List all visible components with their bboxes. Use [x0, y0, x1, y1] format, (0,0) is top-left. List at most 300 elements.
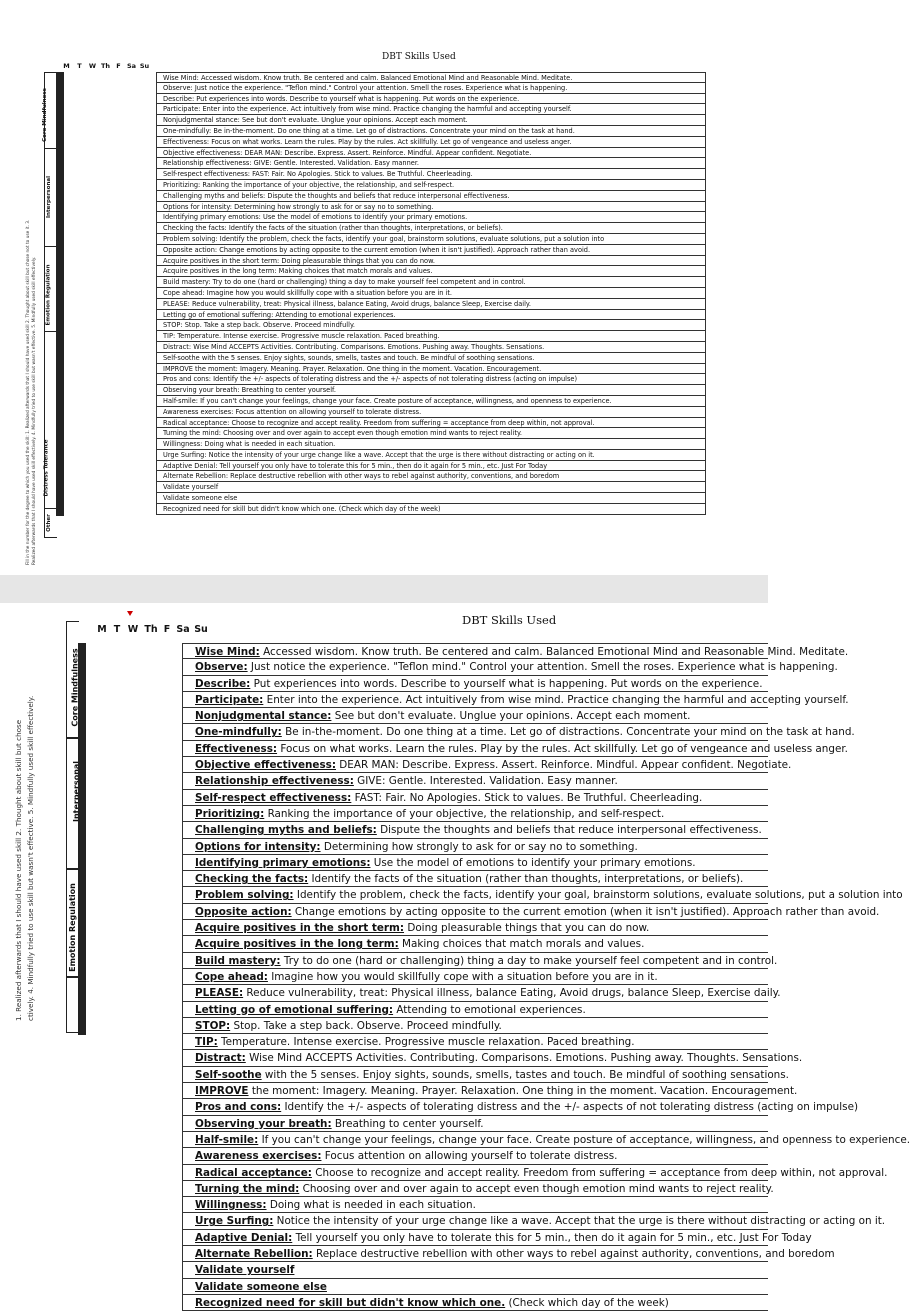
skill-description: Doing pleasurable things that you can do now.	[404, 922, 650, 935]
day-checkbox-cell[interactable]	[63, 483, 64, 494]
skill-name: Self-respect effectiveness:	[163, 170, 251, 179]
grid-row	[57, 148, 64, 159]
grid-row	[57, 256, 64, 267]
skill-name: Validate yourself	[163, 483, 219, 492]
day-checkbox-cell[interactable]	[63, 429, 64, 440]
skill-name: Observe:	[195, 661, 248, 674]
skill-description: Ranking the importance of your objective, the relationship, and self-respect.	[200, 180, 455, 189]
day-checkbox-cell[interactable]	[63, 396, 64, 407]
skill-row	[182, 1018, 768, 1034]
day-checkbox-cell[interactable]	[63, 180, 64, 191]
skill-row	[156, 428, 706, 439]
worksheet-page-bottom	[0, 603, 910, 1309]
skill-name: Identifying primary emotions:	[195, 856, 371, 869]
skill-description: Temperature. Intense exercise. Progressive muscle relaxation. Paced breathing.	[175, 332, 440, 341]
skill-row	[156, 310, 706, 321]
skill-name: Cope ahead:	[163, 288, 205, 297]
grid-row	[79, 660, 86, 676]
day-checkbox-cell[interactable]	[85, 1018, 86, 1034]
skill-row	[156, 223, 706, 234]
day-checkbox-cell[interactable]	[63, 245, 64, 256]
skill-description: Replace destructive rebellion with other ways to rebel against authority, conventions, and boredom	[228, 472, 560, 481]
day-checkbox-cell[interactable]	[85, 676, 86, 692]
skill-name: Relationship effectiveness:	[163, 159, 252, 168]
skill-row	[156, 418, 706, 429]
skill-name: Urge Surfing:	[195, 1215, 274, 1228]
instructions-line-1: 1. Realized afterwards that I should have used skill 2. Thought about skill but chose	[14, 719, 23, 1021]
grid-row	[57, 310, 64, 321]
skill-name: Checking the facts:	[163, 224, 227, 233]
skill-description: Be in-the-moment. Do one thing at a time. Let go of distractions. Concentrate your mind on the task at hand.	[281, 726, 855, 739]
skill-row	[156, 482, 706, 493]
skill-row	[156, 180, 706, 191]
skill-description: If you can't change your feelings, change your face. Create posture of acceptance, willingness, and openness to experience.	[197, 396, 612, 405]
day-checkbox-cell[interactable]	[85, 790, 86, 806]
skill-description: Imagine how you would skillfully cope with a situation before you are in it.	[204, 288, 453, 297]
day-checkbox-cell[interactable]	[63, 105, 64, 116]
skill-row	[182, 659, 838, 675]
day-checkbox-cell[interactable]	[63, 321, 64, 332]
skill-row	[156, 450, 706, 461]
grid-row	[57, 407, 64, 418]
day-checkbox-cell[interactable]	[85, 823, 86, 839]
day-label: Sa	[126, 62, 137, 70]
grid-row	[57, 299, 64, 310]
grid-row	[57, 375, 64, 386]
skill-name: Options for intensity:	[163, 202, 233, 211]
skill-row	[156, 504, 706, 515]
grid-row	[57, 288, 64, 299]
day-label: Th	[100, 62, 111, 70]
grid-row	[79, 806, 86, 822]
day-checkbox-cell[interactable]	[63, 224, 64, 235]
grid-row	[57, 440, 64, 451]
day-checkbox-cell[interactable]	[85, 953, 86, 969]
skill-row	[156, 256, 706, 267]
skill-name: Problem solving:	[163, 234, 218, 243]
skill-description: Choose to recognize and accept reality. Freedom from suffering = acceptance from deep within, not approval.	[311, 1166, 888, 1179]
skill-description: Doing pleasurable things that you can do now.	[279, 256, 435, 265]
grid-row	[57, 245, 64, 256]
skill-row	[156, 331, 706, 342]
skill-description: Dispute the thoughts and beliefs that reduce interpersonal effectiveness.	[265, 191, 510, 200]
day-label: W	[127, 624, 139, 635]
grid-row	[57, 137, 64, 148]
skill-row	[156, 288, 706, 299]
skill-name: Describe:	[163, 94, 195, 103]
skill-name: Turning the mind:	[163, 429, 222, 438]
instructions-line-2: Realized afterwards that I should have used skill effectively. 4. Mindfully tried to use skill but wasn't effective. 5. Mindfully used skill effectively.	[32, 256, 37, 565]
skill-row	[182, 1230, 812, 1246]
skill-name: IMPROVE	[163, 364, 193, 373]
skill-description: FAST: Fair. No Apologies. Stick to values. Be Truthful. Cheerleading.	[351, 791, 703, 804]
day-checkbox-cell[interactable]	[85, 986, 86, 1002]
skill-name: Alternate Rebellion:	[163, 472, 229, 481]
day-checkbox-cell[interactable]	[63, 191, 64, 202]
skill-name: Objective effectiveness:	[195, 759, 336, 772]
skill-row	[156, 277, 706, 288]
skill-row	[182, 1067, 789, 1083]
skill-name: Adaptive Denial:	[163, 461, 218, 470]
day-checkbox-cell[interactable]	[63, 137, 64, 148]
day-checkbox-cell[interactable]	[63, 73, 64, 84]
grid-row	[79, 855, 86, 871]
skill-name: Validate someone else	[163, 494, 238, 503]
skill-row	[156, 299, 706, 310]
skill-description: See but don't evaluate. Unglue your opinions. Accept each moment.	[239, 116, 468, 125]
skill-name: Pros and cons:	[195, 1101, 282, 1114]
skill-description: Determining how strongly to ask for or say no to something.	[320, 840, 638, 853]
skill-name: IMPROVE	[195, 1085, 249, 1098]
skill-name: Observe:	[163, 83, 193, 92]
skill-description: Breathing to center yourself.	[331, 1117, 484, 1130]
skill-row	[182, 1279, 768, 1295]
skill-row	[156, 212, 706, 223]
skill-description: Determining how strongly to ask for or say no to something.	[232, 202, 434, 211]
day-checkbox-cell[interactable]	[63, 407, 64, 418]
skill-description: Tell yourself you only have to tolerate this for 5 min., then do it again for 5 min., etc. Just For Today	[292, 1231, 812, 1244]
skill-name: Self-soothe	[163, 353, 200, 362]
day-checkbox-cell[interactable]	[63, 94, 64, 105]
day-label: W	[88, 62, 97, 70]
skill-row	[182, 1034, 768, 1050]
skill-row	[182, 790, 768, 806]
skill-name: Effectiveness:	[195, 742, 278, 755]
day-label: Th	[144, 624, 158, 635]
day-checkbox-cell[interactable]	[85, 725, 86, 741]
skill-name: Wise Mind:	[163, 74, 199, 82]
day-checkbox-cell[interactable]	[63, 170, 64, 181]
day-checkbox-cell[interactable]	[63, 353, 64, 364]
grid-row	[79, 1018, 86, 1034]
skill-row	[182, 920, 768, 936]
skill-row	[156, 148, 706, 159]
skill-name: Self-respect effectiveness:	[195, 791, 352, 804]
skill-name: TIP:	[163, 332, 176, 341]
skill-name: TIP:	[195, 1036, 218, 1049]
skill-row	[182, 1148, 768, 1164]
skill-description: Identify the problem, check the facts, identify your goal, brainstorm solutions, evaluate solutions, put a solution into	[217, 234, 605, 243]
day-checkbox-cell[interactable]	[85, 921, 86, 937]
skill-description: Identify the facts of the situation (rather than thoughts, interpretations, or beliefs).	[226, 224, 503, 233]
skill-row	[182, 1262, 768, 1278]
skill-description: Identify the +/- aspects of tolerating distress and the +/- aspects of not tolerating distress (acting on impulse)	[211, 375, 578, 384]
day-checkbox-cell[interactable]	[85, 1002, 86, 1018]
skill-description: Attending to emotional experiences.	[393, 1003, 586, 1016]
skill-description: Just notice the experience. "Teflon mind." Control your attention. Smell the roses. Experience what is happening.	[192, 83, 568, 92]
skill-name: Opposite action:	[195, 905, 292, 918]
skill-description: Breathing to center yourself.	[239, 386, 336, 395]
skill-row	[182, 676, 768, 692]
grid-row	[57, 483, 64, 494]
day-checkbox-cell[interactable]	[85, 855, 86, 871]
day-checkbox-cell[interactable]	[63, 342, 64, 353]
skill-row	[182, 1246, 835, 1262]
skill-description: Tell yourself you only have to tolerate this for 5 min., then do it again for 5 min., etc. Just For Today	[217, 461, 548, 470]
day-checkbox-cell[interactable]	[85, 644, 86, 660]
skill-row	[156, 115, 706, 126]
skill-description: Wise Mind ACCEPTS Activities. Contributing. Comparisons. Emotions. Pushing away. Thoughts. Sensations.	[191, 342, 545, 351]
skill-name: Options for intensity:	[195, 840, 321, 853]
skill-name: One-mindfully:	[195, 726, 282, 739]
grid-row	[79, 1002, 86, 1018]
day-checkbox-cell[interactable]	[63, 256, 64, 267]
skill-description: GIVE: Gentle. Interested. Validation. Easy manner.	[353, 775, 618, 788]
grid-row	[57, 94, 64, 105]
skill-row	[182, 839, 768, 855]
grid-row	[57, 191, 64, 202]
grid-row	[57, 494, 64, 505]
grid-row	[57, 180, 64, 191]
instructions-line-2: ctively. 4. Mindfully tried to use skill but wasn't effective. 5. Mindfully used skill effectively.	[26, 695, 35, 1021]
skill-name: Opposite action:	[163, 245, 218, 254]
section-label: Interpersonal	[45, 176, 52, 218]
skill-description: Focus on what works. Learn the rules. Play by the rules. Act skillfully. Let go of vengeance and useless anger.	[209, 137, 572, 146]
skill-row	[156, 191, 706, 202]
grid-row	[57, 267, 64, 278]
grid-row	[79, 888, 86, 904]
grid-row	[79, 823, 86, 839]
skill-row	[156, 126, 706, 137]
skill-name: Distract:	[195, 1052, 246, 1065]
grid-row	[57, 116, 64, 127]
skill-name: Radical acceptance:	[163, 418, 230, 427]
grid-row	[57, 213, 64, 224]
skill-row	[182, 1165, 888, 1181]
grid-row	[57, 170, 64, 181]
skill-description: Reduce vulnerability, treat: Physical illness, balance Eating, Avoid drugs, balance Sleep, Exercise daily.	[189, 299, 531, 308]
day-checkbox-cell[interactable]	[63, 494, 64, 505]
skill-description: with the 5 senses. Enjoy sights, sounds, smells, tastes and touch. Be mindful of soothing sensations.	[199, 353, 535, 362]
skill-name: Observing your breath:	[163, 386, 240, 395]
skill-name: Challenging myths and beliefs:	[163, 191, 266, 200]
skill-description: Change emotions by acting opposite to the current emotion (when it isn't justified). Approach rather than avoid.	[217, 245, 591, 254]
skill-row	[156, 234, 706, 245]
grid-row	[79, 725, 86, 741]
skill-row	[182, 692, 849, 708]
day-checkbox-cell[interactable]	[85, 660, 86, 676]
skill-row	[182, 1116, 768, 1132]
skill-name: Build mastery:	[195, 954, 281, 967]
skill-description: Enter into the experience. Act intuitively from wise mind. Practice changing the harmful and accepting yourself.	[263, 693, 849, 706]
grid-row	[79, 774, 86, 790]
day-checkbox-cell[interactable]	[63, 472, 64, 483]
skill-name: Letting go of emotional suffering:	[163, 310, 274, 319]
skill-description: Stop. Take a step back. Observe. Proceed mindfully.	[182, 321, 356, 330]
skill-row	[182, 1295, 768, 1311]
skill-name: Validate someone else	[195, 1280, 327, 1293]
day-checkbox-cell[interactable]	[85, 839, 86, 855]
skill-name: Acquire positives in the short term:	[195, 922, 405, 935]
skill-row	[156, 83, 706, 94]
day-checkbox-cell[interactable]	[63, 450, 64, 461]
skill-description: Enter into the experience. Act intuitively from wise mind. Practice changing the harmful and accepting yourself.	[200, 105, 572, 114]
grid-row	[57, 418, 64, 429]
sheet-title: DBT Skills Used	[462, 613, 557, 627]
grid-row	[57, 364, 64, 375]
grid-row	[79, 937, 86, 953]
day-checkbox-cell[interactable]	[63, 504, 64, 515]
day-label: F	[163, 624, 171, 635]
grid-row	[79, 986, 86, 1002]
grid-row	[57, 224, 64, 235]
day-checkbox-cell[interactable]	[85, 904, 86, 920]
day-checkbox-cell[interactable]	[85, 741, 86, 757]
skill-description: Accessed wisdom. Know truth. Be centered and calm. Balanced Emotional Mind and Reasonable Mind. Meditate.	[259, 646, 849, 658]
day-checkbox-cell[interactable]	[63, 267, 64, 278]
grid-row	[57, 126, 64, 137]
skill-description: Dispute the thoughts and beliefs that reduce interpersonal effectiveness.	[376, 824, 762, 837]
day-label: M	[63, 62, 70, 70]
day-checkbox-cell[interactable]	[85, 937, 86, 953]
day-checkbox-cell[interactable]	[63, 310, 64, 321]
day-checkbox-cell[interactable]	[85, 774, 86, 790]
section-label: Emotion Regulation	[45, 264, 52, 326]
skill-description: See but don't evaluate. Unglue your opinions. Accept each moment.	[331, 710, 691, 723]
cell-comment-marker	[127, 611, 133, 616]
skill-row	[182, 1099, 859, 1115]
grid-row	[57, 450, 64, 461]
skill-row	[156, 461, 706, 472]
skill-description: Stop. Take a step back. Observe. Proceed mindfully.	[230, 1019, 502, 1032]
day-checkbox-cell[interactable]	[63, 213, 64, 224]
day-checkbox-cell[interactable]	[85, 758, 86, 774]
grid-row	[57, 472, 64, 483]
skill-description: Wise Mind ACCEPTS Activities. Contributing. Comparisons. Emotions. Pushing away. Thoughts. Sensations.	[245, 1052, 803, 1065]
section-label: Core Mindfulness	[70, 648, 80, 727]
skill-row	[182, 1002, 768, 1018]
day-checkbox-cell[interactable]	[63, 202, 64, 213]
day-checkbox-cell[interactable]	[63, 234, 64, 245]
day-checkbox-cell[interactable]	[63, 461, 64, 472]
day-checkbox-cell[interactable]	[63, 126, 64, 137]
grid-row	[57, 159, 64, 170]
skill-name: Pros and cons:	[163, 375, 211, 384]
grid-row	[57, 342, 64, 353]
day-checkbox-cell[interactable]	[85, 709, 86, 725]
grid-row	[79, 921, 86, 937]
skill-description: (Check which day of the week)	[505, 1296, 669, 1309]
skill-row	[182, 1213, 886, 1229]
skill-description: Choosing over and over again to accept even though emotion mind wants to reject reality.	[221, 429, 523, 438]
skill-name: Alternate Rebellion:	[195, 1247, 313, 1260]
day-checkbox-cell[interactable]	[63, 288, 64, 299]
skill-row	[156, 137, 706, 148]
grid-row	[57, 83, 64, 94]
skill-name: STOP:	[163, 321, 183, 330]
day-checkbox-cell[interactable]	[85, 692, 86, 708]
skill-description: with the 5 senses. Enjoy sights, sounds, smells, tastes and touch. Be mindful of soothing sensations.	[261, 1068, 789, 1081]
day-checkbox-cell[interactable]	[63, 299, 64, 310]
skill-row	[156, 407, 706, 418]
day-checkbox-cell[interactable]	[63, 159, 64, 170]
skill-description: Making choices that match morals and values.	[398, 938, 645, 951]
day-checkbox-cell[interactable]	[63, 116, 64, 127]
skill-name: Effectiveness:	[163, 137, 210, 146]
grid-row	[57, 429, 64, 440]
skill-name: PLEASE:	[163, 299, 190, 308]
day-checkbox-cell[interactable]	[63, 148, 64, 159]
skill-name: Checking the facts:	[195, 873, 309, 886]
section-label: Core Mindfulness	[41, 88, 48, 142]
skill-row	[182, 855, 768, 871]
day-checkbox-cell[interactable]	[63, 386, 64, 397]
day-label: T	[113, 624, 121, 635]
skill-row	[156, 385, 706, 396]
skill-name: Describe:	[195, 677, 251, 690]
skill-description: Ranking the importance of your objective, the relationship, and self-respect.	[264, 807, 665, 820]
skill-name: Recognized need for skill but didn't know which one.	[163, 504, 337, 513]
grid-row	[57, 202, 64, 213]
skill-row	[182, 643, 849, 659]
skill-row	[156, 202, 706, 213]
skill-name: Prioritizing:	[163, 180, 201, 189]
skill-name: Adaptive Denial:	[195, 1231, 293, 1244]
skill-name: Identifying primary emotions:	[163, 213, 261, 222]
skill-row	[182, 1132, 910, 1148]
skill-description: DEAR MAN: Describe. Express. Assert. Reinforce. Mindful. Appear confident. Negotiate.	[336, 759, 792, 772]
skill-description: Doing what is needed in each situation.	[202, 440, 336, 449]
day-checkbox-cell[interactable]	[63, 418, 64, 429]
day-checkbox-cell[interactable]	[85, 969, 86, 985]
day-checkbox-cell[interactable]	[63, 83, 64, 94]
skill-row	[156, 158, 706, 169]
day-checkbox-cell[interactable]	[63, 440, 64, 451]
day-checkbox-cell[interactable]	[63, 375, 64, 386]
skill-row	[156, 94, 706, 105]
skill-name: Participate:	[163, 105, 201, 114]
skill-description: Use the model of emotions to identify your primary emotions.	[260, 213, 468, 222]
day-checkbox-cell[interactable]	[63, 278, 64, 289]
skill-name: Turning the mind:	[195, 1182, 300, 1195]
day-label: T	[77, 62, 82, 70]
skill-name: Acquire positives in the short term:	[163, 256, 280, 265]
section-label: Other	[45, 514, 52, 532]
skill-row	[182, 904, 880, 920]
skill-description: Identify the problem, check the facts, identify your goal, brainstorm solutions, evaluate solutions, put a solution into	[293, 889, 903, 902]
grid-row	[79, 839, 86, 855]
skill-row	[182, 1197, 768, 1213]
skill-name: Self-soothe	[195, 1068, 262, 1081]
skill-row	[182, 741, 848, 757]
skill-name: Willingness:	[195, 1199, 267, 1212]
skill-description: Try to do one (hard or challenging) thing a day to make yourself feel competent and in control.	[210, 278, 526, 287]
day-header	[60, 62, 151, 70]
section-label: Interpersonal	[72, 760, 82, 823]
skill-description: Replace destructive rebellion with other ways to rebel against authority, conventions, and boredom	[312, 1247, 835, 1260]
skill-row	[182, 773, 768, 789]
skill-description: Try to do one (hard or challenging) thing a day to make yourself feel competent and in control.	[280, 954, 778, 967]
skill-row	[182, 969, 768, 985]
skill-row	[182, 887, 903, 903]
day-checkbox-cell[interactable]	[63, 332, 64, 343]
skill-row	[156, 439, 706, 450]
skill-row	[156, 353, 706, 364]
skill-name: Awareness exercises:	[195, 1150, 322, 1163]
section-label: Distress Tolerance	[43, 439, 50, 497]
day-checkbox-cell[interactable]	[85, 806, 86, 822]
skill-row	[182, 936, 768, 952]
skill-description: Just notice the experience. "Teflon mind." Control your attention. Smell the roses. Experience what is happening.	[247, 661, 838, 674]
grid-row	[57, 321, 64, 332]
skill-description: Put experiences into words. Describe to yourself what is happening. Put words on the experience.	[250, 677, 763, 690]
skill-name: Challenging myths and beliefs:	[195, 824, 377, 837]
day-checkbox-cell[interactable]	[63, 364, 64, 375]
skill-description: Identify the facts of the situation (rather than thoughts, interpretations, or beliefs).	[308, 873, 744, 886]
skill-name: Cope ahead:	[195, 970, 268, 983]
day-checkbox-cell[interactable]	[85, 872, 86, 888]
day-checkbox-cell[interactable]	[85, 888, 86, 904]
